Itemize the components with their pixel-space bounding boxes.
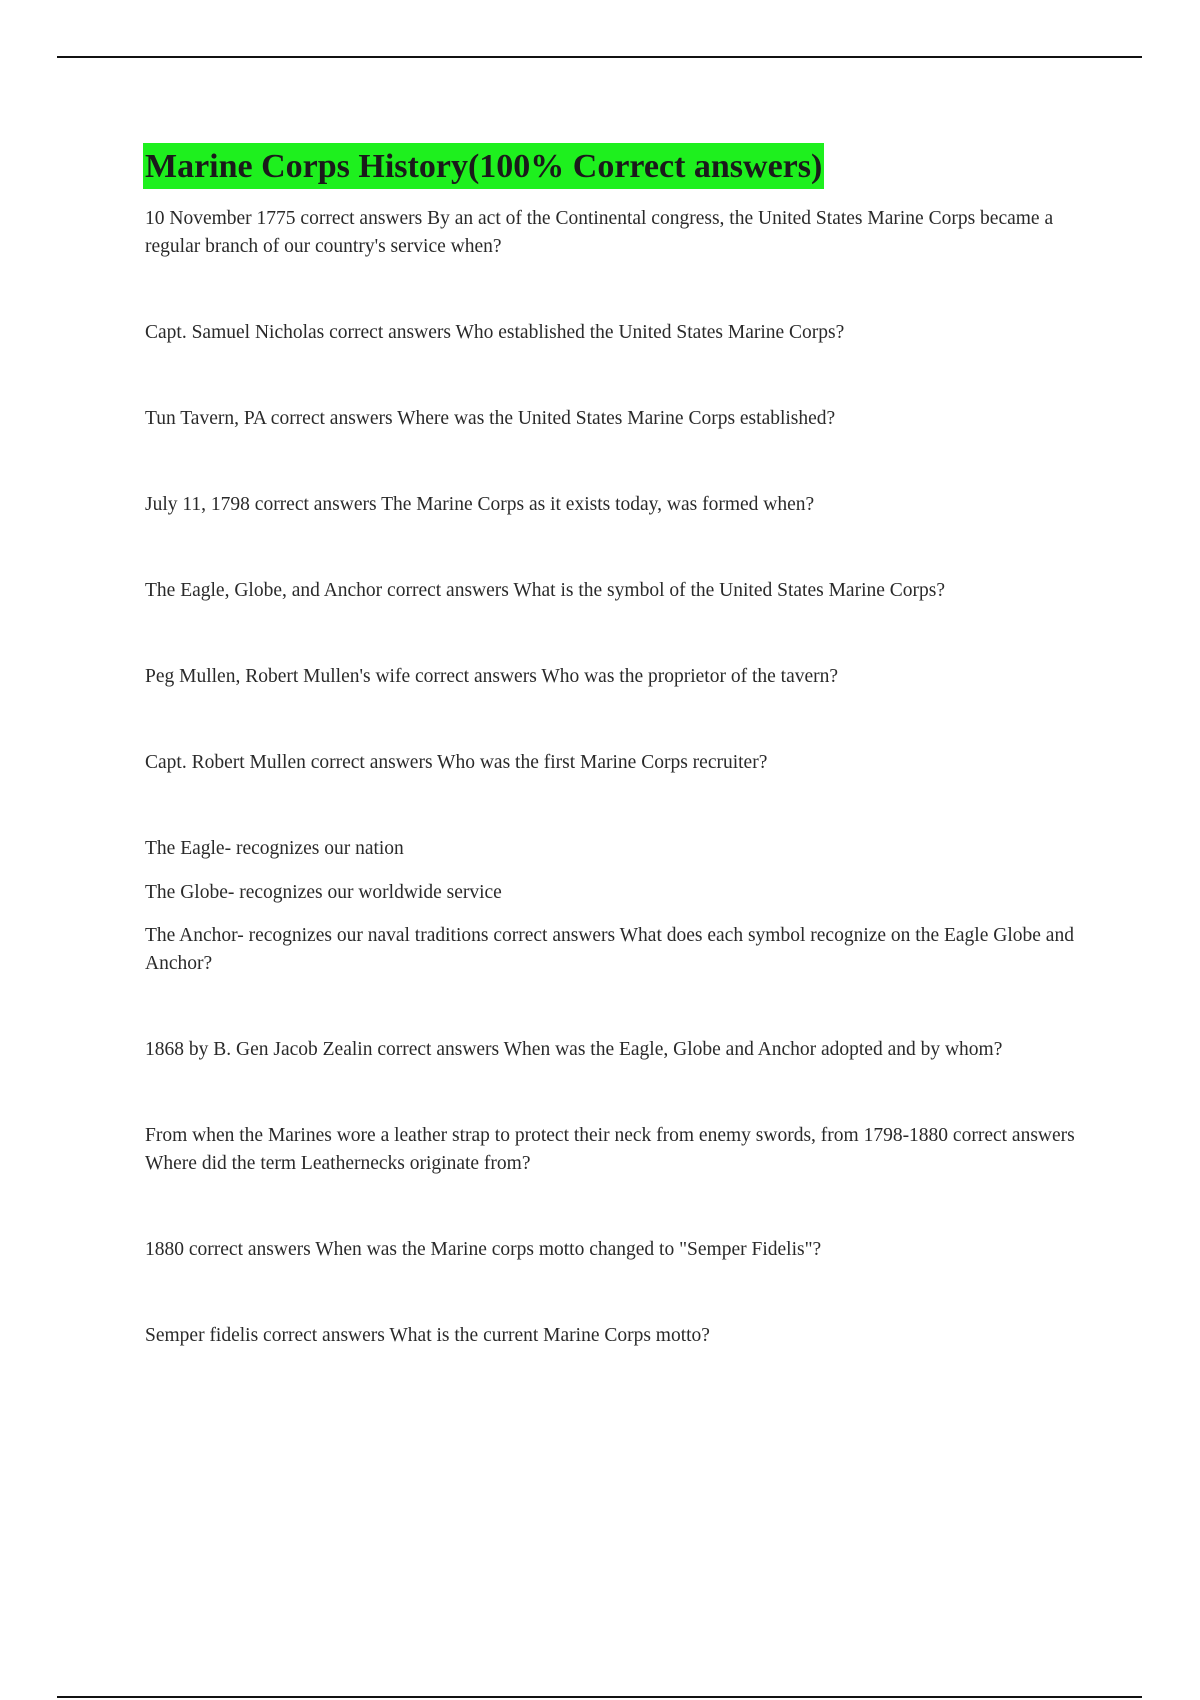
qa-entry: The Anchor- recognizes our naval traditions correct answers What does each symbol recognize on the Eagle Globe and Anchor? [145, 925, 1074, 974]
qa-entry: Semper fidelis correct answers What is the current Marine Corps motto? [145, 1325, 710, 1346]
qa-entry: Capt. Robert Mullen correct answers Who was the first Marine Corps recruiter? [145, 752, 768, 773]
qa-entry: 10 November 1775 correct answers By an act of the Continental congress, the United States Marine Corps became a regular branch of our country's service when? [145, 208, 1054, 257]
qa-entry: From when the Marines wore a leather strap to protect their neck from enemy swords, from 1798-1880 correct answers Where did the term Leathernecks originate from? [145, 1125, 1075, 1174]
qa-list [145, 205, 1075, 1350]
qa-entry: 1880 correct answers When was the Marine corps motto changed to "Semper Fidelis"? [145, 1239, 822, 1260]
top-rule [57, 56, 1142, 58]
document-body [145, 143, 1075, 1350]
qa-entry: Tun Tavern, PA correct answers Where was the United States Marine Corps established? [145, 408, 836, 429]
qa-entry: The Eagle- recognizes our nation [145, 838, 404, 859]
qa-entry: Peg Mullen, Robert Mullen's wife correct answers Who was the proprietor of the tavern? [145, 666, 839, 687]
qa-entry: The Globe- recognizes our worldwide service [145, 882, 502, 903]
qa-entry: July 11, 1798 correct answers The Marine Corps as it exists today, was formed when? [145, 494, 815, 515]
qa-entry: The Eagle, Globe, and Anchor correct answers What is the symbol of the United States Marine Corps? [145, 580, 946, 601]
bottom-rule [57, 1696, 1142, 1698]
document-title: Marine Corps History(100% Correct answers) [143, 143, 824, 189]
qa-entry: 1868 by B. Gen Jacob Zealin correct answers When was the Eagle, Globe and Anchor adopted and by whom? [145, 1039, 1003, 1060]
qa-entry: Capt. Samuel Nicholas correct answers Who established the United States Marine Corps? [145, 322, 845, 343]
